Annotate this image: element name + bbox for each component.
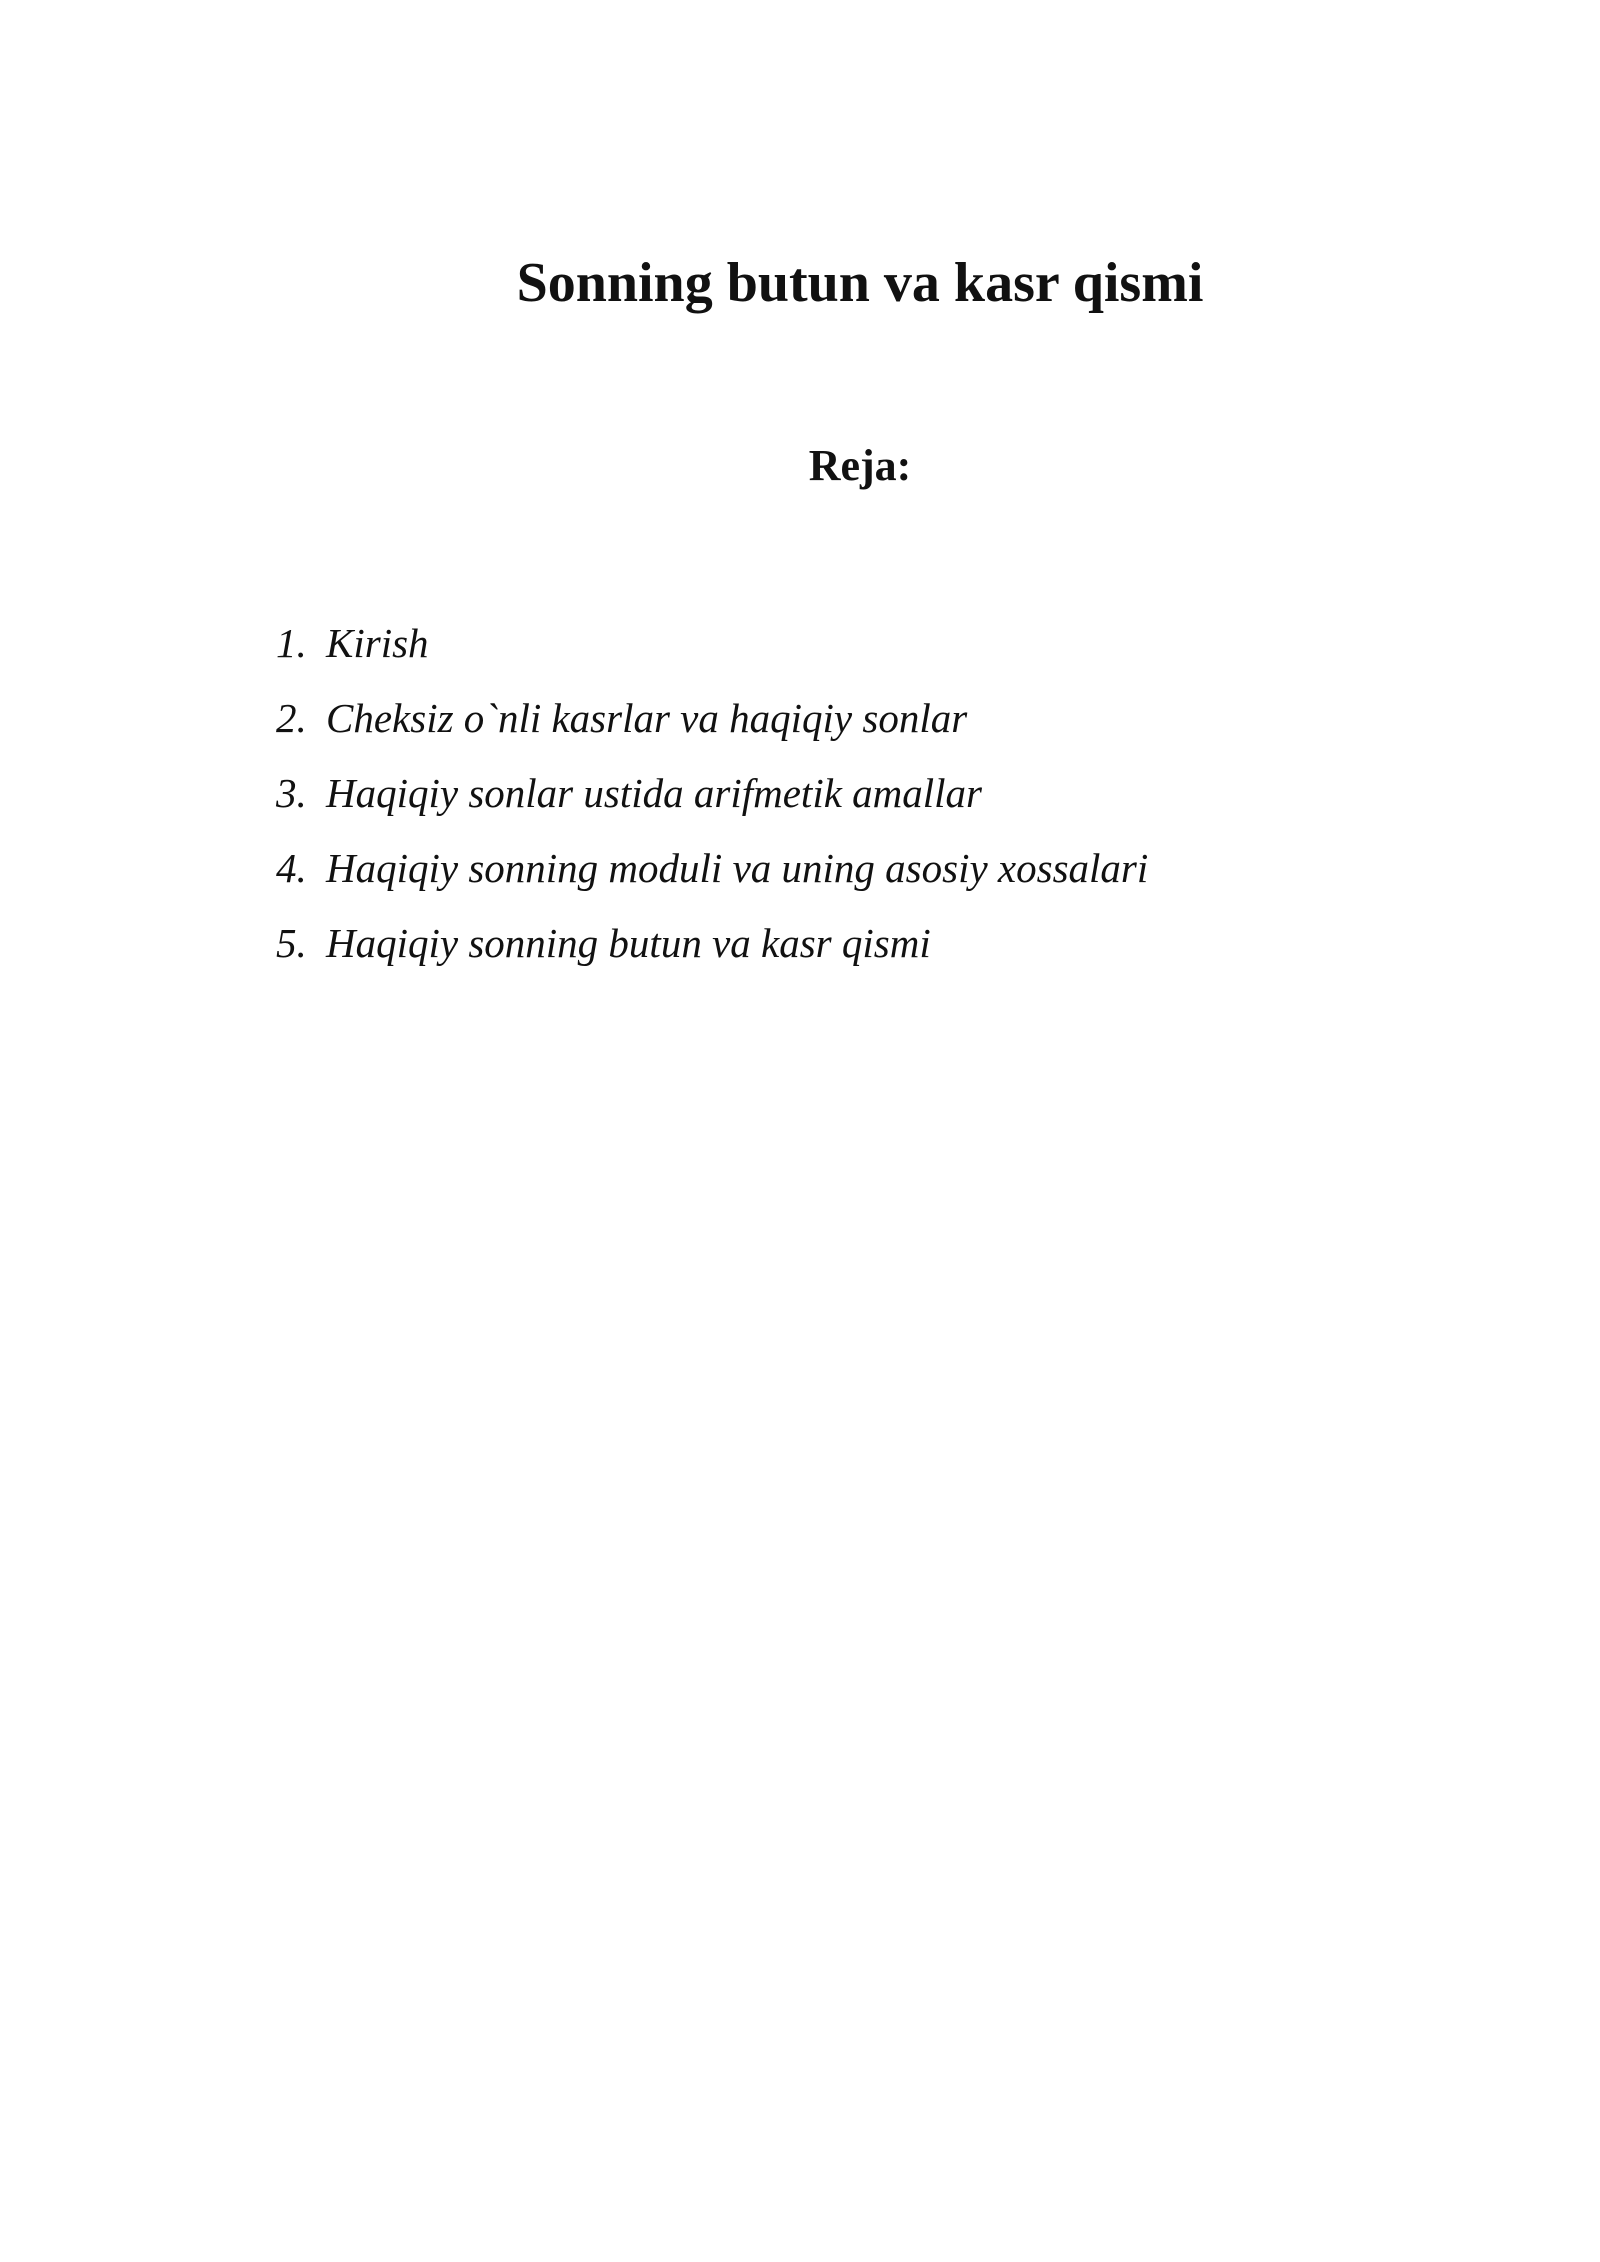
list-item-number: 3. <box>276 770 307 816</box>
list-item-number: 4. <box>276 845 307 891</box>
list-item <box>276 606 1148 681</box>
list-item-number: 2. <box>276 695 307 741</box>
list-item-text: Haqiqiy sonlar ustida arifmetik amallar <box>326 770 982 816</box>
list-item-text: Kirish <box>326 620 429 666</box>
list-item <box>276 906 1148 981</box>
list-item-text: Cheksiz o`nli kasrlar va haqiqiy sonlar <box>326 695 968 741</box>
plan-list <box>276 606 1148 981</box>
list-item <box>276 831 1148 906</box>
list-item-number: 1. <box>276 620 307 666</box>
plan-heading: Reja: <box>808 441 912 490</box>
list-item <box>276 756 1148 831</box>
list-item-number: 5. <box>276 920 307 966</box>
list-item-text: Haqiqiy sonning moduli va uning asosiy xossalari <box>326 845 1149 891</box>
document-title: Sonning butun va kasr qismi <box>516 252 1204 314</box>
list-item-text: Haqiqiy sonning butun va kasr qismi <box>326 920 931 966</box>
list-item <box>276 681 1148 756</box>
